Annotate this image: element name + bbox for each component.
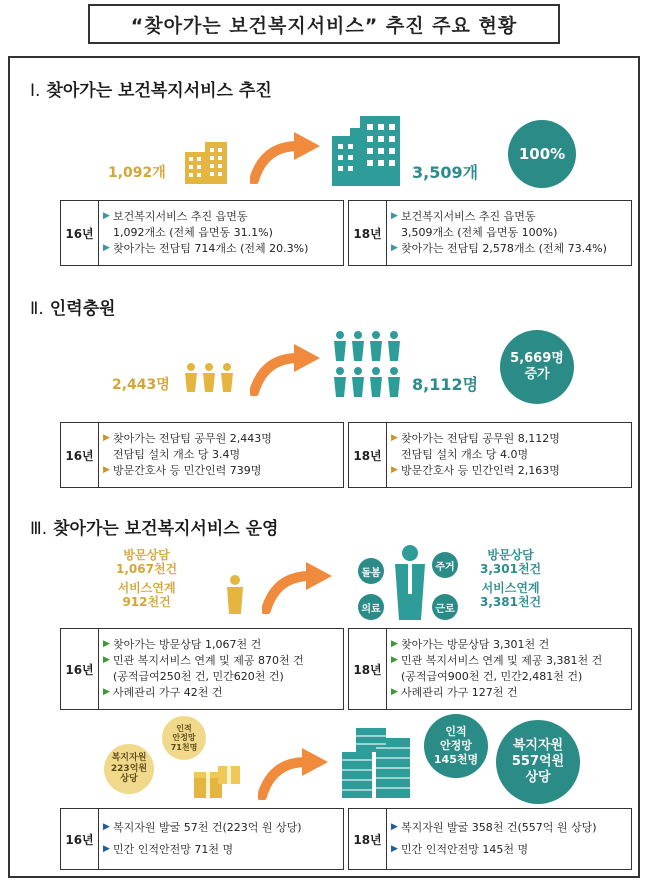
section-1-badge: 100% <box>508 120 576 188</box>
large-building-icon <box>330 114 406 186</box>
section-1-2016-box: 16년 ▶ 보건복지서비스 추진 읍면동 1,092개소 (전체 읍면동 31.1%) ▶ 찾아가는 전담팀 714개소 (전체 20.3%) <box>60 200 344 266</box>
year-label: 18년 <box>349 423 387 487</box>
bullet-icon: ▶ <box>391 464 398 475</box>
bullet-icon: ▶ <box>103 433 110 444</box>
section-1-to-value: 3,509개 <box>412 163 479 182</box>
growth-arrow-icon <box>262 558 334 614</box>
section-4-2018-box: 18년 ▶ 복지자원 발굴 358천 건(557억 원 상당) ▶ 민간 인적안전망 145천 명 <box>348 808 632 870</box>
section-2-comparison <box>60 422 632 488</box>
large-worker-icon <box>393 544 427 620</box>
bullet-icon: ▶ <box>391 242 398 253</box>
section-2-to-value: 8,112명 <box>412 375 479 394</box>
section-2-from-value: 2,443명 <box>112 377 170 393</box>
growth-arrow-icon <box>250 340 322 396</box>
section-2-2016-box: 16년 ▶ 찾아가는 전담팀 공무원 2,443명 전담팀 설치 개소 당 3.4명 ▶ 방문간호사 등 민간인력 739명 <box>60 422 344 488</box>
network-ball-2016: 인적 안정망 71천명 <box>162 716 206 760</box>
small-building-icon <box>183 140 229 184</box>
network-circle-2018: 인적 안정망 145천명 <box>424 714 488 778</box>
year-label: 18년 <box>349 629 387 709</box>
year-label: 16년 <box>61 809 99 869</box>
section-4-2016-box: 16년 ▶ 복지자원 발굴 57천 건(223억 원 상당) ▶ 민간 인적안전망 71천 명 <box>60 808 344 870</box>
section-1-2018-box: 18년 ▶ 보건복지서비스 추진 읍면동 3,509개소 (전체 읍면동 100%) ▶ 찾아가는 전담팀 2,578개소 (전체 73.4%) <box>348 200 632 266</box>
bullet-icon: ▶ <box>103 686 110 697</box>
small-worker-icon <box>224 574 246 614</box>
year-label: 16년 <box>61 423 99 487</box>
tag-housing: 주거 <box>432 552 458 578</box>
bullet-icon: ▶ <box>103 639 110 650</box>
growth-arrow-icon <box>258 744 330 800</box>
resource-ball-2016: 복지자원 223억원 상당 <box>104 744 154 794</box>
bullet-icon: ▶ <box>391 655 398 666</box>
gift-box-icon <box>192 762 242 800</box>
section-3-title: Ⅲ. 찾아가는 보건복지서비스 운영 <box>30 519 279 539</box>
page-title: “찾아가는 보건복지서비스” 추진 주요 현황 <box>88 4 560 44</box>
tag-labor: 근로 <box>432 594 458 620</box>
section-2-2018-box: 18년 ▶ 찾아가는 전담팀 공무원 8,112명 전담팀 설치 개소 당 4.0명 ▶ 방문간호사 등 민간인력 2,163명 <box>348 422 632 488</box>
section-3-2018-box: 18년 ▶ 찾아가는 방문상담 3,301천 건 ▶ 민관 복지서비스 연계 및 제공 3,381천 건 (공적급여900천 건, 민간2,481천 건) ▶ 사례관리 가구 127천 건 <box>348 628 632 710</box>
resource-circle-2018: 복지자원 557억원 상당 <box>496 720 580 804</box>
section-3-comparison <box>60 628 632 710</box>
money-stack-icon <box>340 724 416 798</box>
section-2-badge: 5,669명 증가 <box>500 330 574 404</box>
large-staff-icon <box>332 330 404 398</box>
section-3-right-stats: 방문상담 3,301천건 서비스연계 3,381천건 <box>480 548 542 610</box>
tag-medical: 의료 <box>358 594 384 620</box>
bullet-icon: ▶ <box>391 822 398 832</box>
bullet-icon: ▶ <box>103 822 110 832</box>
bullet-icon: ▶ <box>391 844 398 854</box>
section-2-title: Ⅱ. 인력충원 <box>30 299 116 319</box>
section-4-comparison <box>60 808 632 870</box>
section-1-comparison <box>60 200 632 266</box>
bullet-icon: ▶ <box>391 686 398 697</box>
bullet-icon: ▶ <box>103 844 110 854</box>
bullet-icon: ▶ <box>391 433 398 444</box>
section-3-left-stats: 방문상담 1,067천건 서비스연계 912천건 <box>116 548 178 610</box>
bullet-icon: ▶ <box>103 211 110 222</box>
section-1-title: Ⅰ. 찾아가는 보건복지서비스 추진 <box>30 81 272 101</box>
growth-arrow-icon <box>250 128 322 184</box>
bullet-icon: ▶ <box>391 639 398 650</box>
section-1-from-value: 1,092개 <box>108 165 166 181</box>
year-label: 18년 <box>349 809 387 869</box>
tag-care: 돌봄 <box>358 558 384 584</box>
bullet-icon: ▶ <box>391 211 398 222</box>
year-label: 16년 <box>61 629 99 709</box>
year-label: 16년 <box>61 201 99 265</box>
year-label: 18년 <box>349 201 387 265</box>
bullet-icon: ▶ <box>103 655 110 666</box>
bullet-icon: ▶ <box>103 464 110 475</box>
small-staff-icon <box>183 362 235 392</box>
section-3-2016-box: 16년 ▶ 찾아가는 방문상담 1,067천 건 ▶ 민관 복지서비스 연계 및 제공 870천 건 (공적급여250천 건, 민간620천 건) ▶ 사례관리 가구 42천 건 <box>60 628 344 710</box>
bullet-icon: ▶ <box>103 242 110 253</box>
